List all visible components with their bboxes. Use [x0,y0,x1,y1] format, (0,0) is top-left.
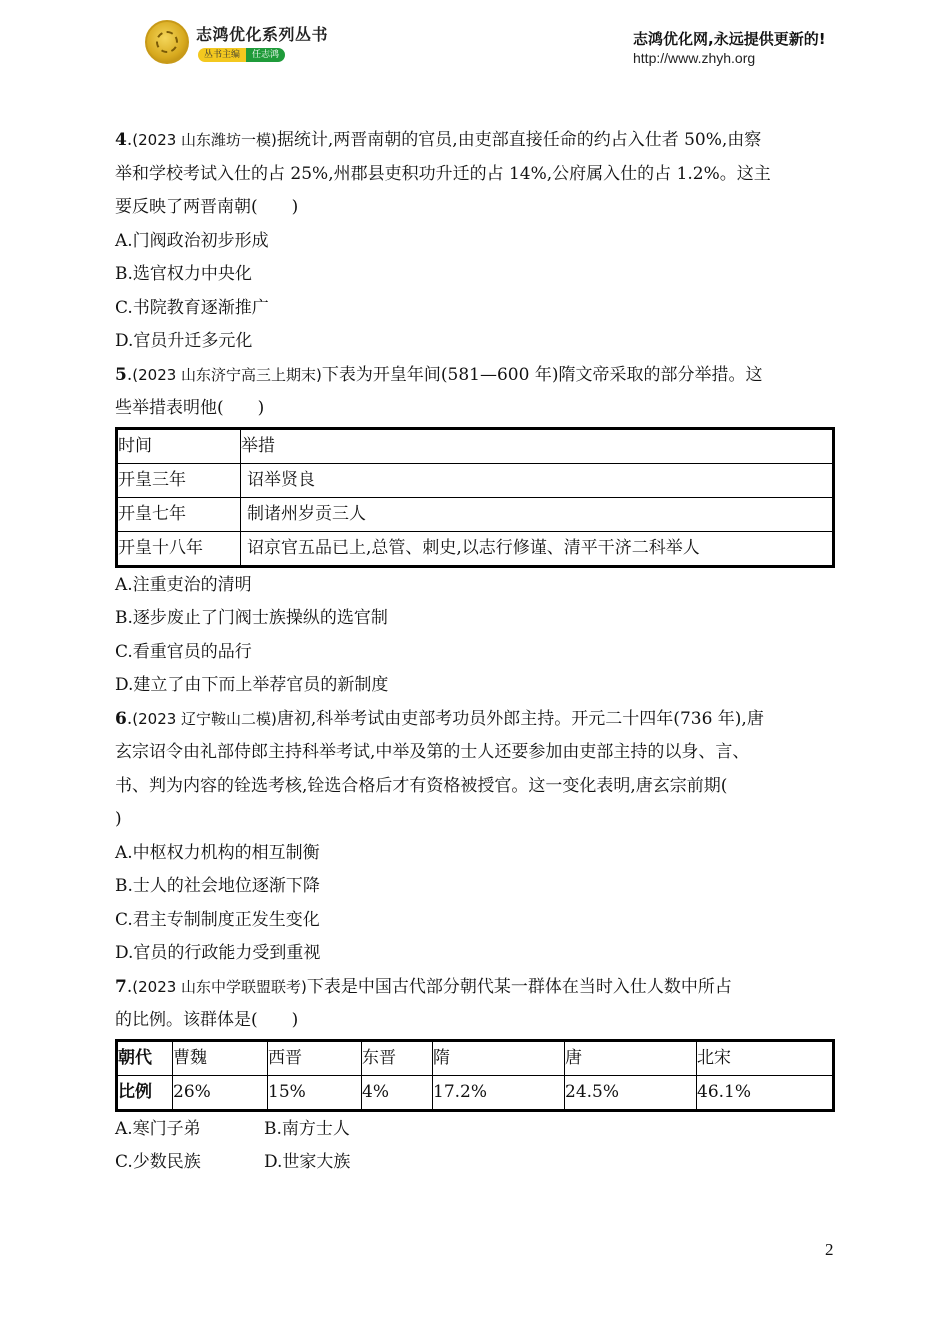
option-b[interactable]: B.南方士人 [264,1118,350,1139]
option-c[interactable]: C.君主专制制度正发生变化 [115,909,320,930]
brand-seal-logo [145,20,189,64]
table-cell: 诏举贤良 [241,463,834,497]
site-url-link[interactable]: http://www.zhyh.org [633,50,756,66]
stem-line: 据统计,两晋南朝的官员,由吏部直接任命的约占入仕者 50%,由察 [276,130,762,150]
table-cell: 26% [173,1075,268,1110]
table-cell: 制诸州岁贡三人 [241,497,834,531]
option-b[interactable]: B.逐步废止了门阀士族操纵的选官制 [115,608,388,628]
table-cell: 46.1% [697,1075,834,1110]
measures-table [115,427,835,568]
stem-line: ) [115,809,122,829]
table-row [117,497,834,531]
table-cell: 4% [362,1075,433,1110]
option-a[interactable]: A.注重吏治的清明 [115,574,252,595]
page-header [0,0,950,80]
table-cell: 北宋 [697,1040,834,1075]
table-cell: 隋 [433,1040,565,1075]
option-c[interactable]: C.少数民族 [115,1152,201,1172]
table-cell: 东晋 [362,1040,433,1075]
question-7 [115,971,837,1180]
table-cell: 17.2% [433,1075,565,1110]
option-d[interactable]: D.世家大族 [264,1152,351,1172]
option-b[interactable]: B.士人的社会地位逐渐下降 [115,876,320,896]
table-header-cell: 时间 [117,428,241,463]
stem-line: 的比例。该群体是( ) [115,1010,299,1030]
page-number: 2 [825,1240,834,1259]
table-row-ratio [117,1075,834,1110]
stem-line: 玄宗诏令由礼部侍郎主持科举考试,中举及第的士人还要参加由吏部主持的以身、言、 [115,742,750,762]
question-content [115,124,837,1180]
question-source: (2023 辽宁鞍山二模) [132,709,277,728]
table-cell: 开皇七年 [117,497,241,531]
option-d[interactable]: D.建立了由下而上举荐官员的新制度 [115,675,389,695]
options-row [115,1146,837,1180]
table-row [117,531,834,566]
table-cell: 开皇十八年 [117,531,241,566]
option-a[interactable]: A.门阀政治初步形成 [115,230,269,251]
table-row-label: 朝代 [117,1040,173,1075]
question-4 [115,124,837,359]
question-number: 6 [115,708,127,729]
option-d[interactable]: D.官员的行政能力受到重视 [115,943,321,963]
question-source: (2023 山东中学联盟联考) [132,977,307,996]
stem-line: 下表为开皇年间(581—600 年)隋文帝采取的部分举措。这 [321,364,763,385]
question-stem: 6.(2023 辽宁鞍山二模)唐初,科举考试由吏部考功员外郎主持。开元二十四年(736 年),唐 [115,708,764,729]
stem-line: 举和学校考试入仕的占 25%,州郡县吏积功升迁的占 14%,公府属入仕的占 1.2%。这主 [115,163,771,184]
option-c[interactable]: C.看重官员的品行 [115,641,252,662]
question-source: (2023 山东潍坊一模) [132,131,277,149]
stem-line: 下表是中国古代部分朝代某一群体在当时入仕人数中所占 [306,976,732,997]
stem-line: 要反映了两晋南朝( ) [115,197,299,217]
question-number: 5 [115,364,127,385]
stem-line: 书、判为内容的铨选考核,铨选合格后才有资格被授官。这一变化表明,唐玄宗前期( [115,775,728,796]
option-a[interactable]: A.寒门子弟 [115,1118,201,1139]
question-number: 4 [115,130,127,150]
table-row-label: 比例 [117,1075,173,1110]
site-slogan: 志鸿优化网,永远提供更新的! [633,30,826,48]
question-stem: 5.(2023 山东济宁高三上期末)下表为开皇年间(581—600 年)隋文帝采取的部分举措。这 [115,364,763,385]
table-row-dynasty [117,1040,834,1075]
brand-editor-name: 任志鸿 [246,48,285,62]
table-cell: 15% [268,1075,362,1110]
table-cell: 24.5% [565,1075,697,1110]
brand-editor-label: 丛书主编 [198,48,246,62]
question-source: (2023 山东济宁高三上期末) [132,365,322,384]
question-stem: 7.(2023 山东中学联盟联考)下表是中国古代部分朝代某一群体在当时入仕人数中所占 [115,976,732,997]
option-c[interactable]: C.书院教育逐渐推广 [115,297,269,318]
table-row [117,463,834,497]
table-cell: 开皇三年 [117,463,241,497]
stem-line: 些举措表明他( ) [115,398,265,418]
brand-subtitle [198,48,285,62]
option-b[interactable]: B.选官权力中央化 [115,264,252,284]
table-cell: 曹魏 [173,1040,268,1075]
option-a[interactable]: A.中枢权力机构的相互制衡 [115,842,320,863]
stem-line: 唐初,科举考试由吏部考功员外郎主持。开元二十四年(736 年),唐 [276,708,764,729]
question-stem: 4.(2023 山东潍坊一模)据统计,两晋南朝的官员,由吏部直接任命的约占入仕者 50%,由察 [115,130,762,150]
table-cell: 唐 [565,1040,697,1075]
brand-title: 志鸿优化系列丛书 [196,25,329,44]
options-row [115,1113,837,1147]
option-d[interactable]: D.官员升迁多元化 [115,331,253,351]
table-cell: 诏京官五品已上,总管、刺史,以志行修谨、清平干济二科举人 [241,531,834,566]
question-6 [115,703,837,971]
ratio-table [115,1039,835,1112]
question-number: 7 [115,976,127,997]
table-header-cell: 举措 [241,428,834,463]
question-5 [115,359,837,703]
table-header-row [117,428,834,463]
table-cell: 西晋 [268,1040,362,1075]
